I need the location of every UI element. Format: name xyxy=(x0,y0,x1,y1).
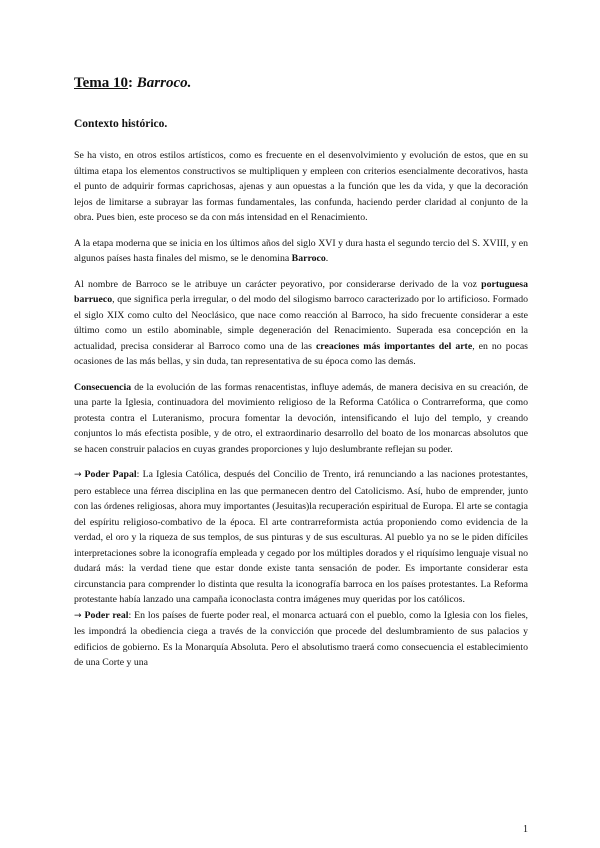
p5-text: : La Iglesia Católica, después del Concilio de Trento, irá renunciando a las naciones protestantes, pero establece una férrea disciplina en las que permanecen dentro del Catolicismo. Así, hubo de emprender, junto con las órdenes religiosas, ahora muy importantes (Jesuitas)la recuperación espiritual de Europa. El arte se contagia del espíritu religioso-combativo de la época. El arte contrarreformista actúa proponiendo como evidencia de la verdad, el oro y la riqueza de sus templos, de sus pinturas y de sus esculturas. Al pueblo ya no se le piden difíciles interpretaciones sobre la iconografía empleada y cegado por los múltiples dorados y el riquísimo lenguaje visual no dudará más: la verdad tiene que estar donde existe tanta sensación de poder. Es importante considerar esta circunstancia para comprender lo distinta que resulta la iconografía barroca en los países protestantes. La Reforma protestante había lanzado una campaña iconoclasta contra imágenes muy queridas por los católicos. xyxy=(74,469,528,605)
arrow-right-icon: → xyxy=(74,610,82,621)
page-content xyxy=(74,74,528,671)
paragraph-barroco-definition xyxy=(74,236,528,267)
p6-bold-poder-real: Poder real xyxy=(84,609,129,621)
arrow-right-icon: → xyxy=(74,470,82,480)
paragraph-poder-papal xyxy=(74,467,528,608)
p4-bold-consecuencia: Consecuencia xyxy=(74,381,132,393)
title-separator: : xyxy=(128,75,134,91)
p5-bold-poder-papal: Poder Papal xyxy=(84,469,137,480)
p6-text: : En los países de fuerte poder real, el monarca actuará con el pueblo, como la Iglesia con los fieles, les impondrá la obediencia ciega a través de la convicción que procede del deslumbramiento de sus palacios y edificios de gobierno. Es la Monarquía Absoluta. Pero el absolutismo traerá como consecuencia el establecimiento de una Corte y una xyxy=(74,609,528,668)
p3-text-middle: , que significa perla irregular, o del modo del silogismo barroco caracterizado por lo artificioso. Formado el siglo XIX como culto del Neoclásico, que nace como reacción al Barroco, ha sido frecuente considerar a este último como un estilo abominable, simple degeneración del Renacimiento. Superada esa concepción en la actualidad, precisa considerar al Barroco como una de las xyxy=(74,294,528,352)
p2-bold-term: Barroco xyxy=(291,253,326,264)
title-number: Tema 10 xyxy=(74,75,129,91)
paragraph-poder-real xyxy=(74,608,528,671)
p4-text: de la evolución de las formas renacentistas, influye además, de manera decisiva en su creación, de una parte la Iglesia, continuadora del movimiento religioso de la Reforma Católica o Contrarreforma, que como protesta contra el Luteranismo, procura fomentar la devoción, intensificando el lujo del templo, y creando conjuntos lo más efectista posible, y de otro, el extraordinario desarrollo del boato de los monarcas absolutos que se hacen construir palacios en cuyas grandes proporciones y lujo deslumbrante reflejan su poder. xyxy=(74,381,528,455)
section-heading: Contexto histórico. xyxy=(74,118,168,130)
p3-bold-portuguese: portuguesa barrueco xyxy=(74,278,528,305)
title-subtitle: Barroco. xyxy=(136,75,192,91)
p3-text-start: Al nombre de Barroco se le atribuye un carácter peyorativo, por considerarse derivado de la voz xyxy=(74,278,482,290)
page-title xyxy=(74,74,528,92)
p3-bold-creaciones: creaciones más importantes del arte xyxy=(315,340,473,352)
p2-end: . xyxy=(325,253,329,264)
paragraph-name-origin xyxy=(74,277,528,370)
p3-text-end: , en no pocas ocasiones de las más bellas, y sin duda, tan representativa de su época como las demás. xyxy=(74,340,528,367)
p2-text: A la etapa moderna que se inicia en los últimos años del siglo XVI y dura hasta el segundo tercio del S. XVIII, y en algunos países hasta finales del mismo, se le denomina xyxy=(74,237,528,264)
paragraph-intro: Se ha visto, en otros estilos artísticos, como es frecuente en el desenvolvimiento y evolución de estos, que en su última etapa los elementos constructivos se multipliquen y empleen con criterios esencialmente decorativos, hasta el punto de adquirir formas caprichosas, ajenas y aun opuestas a la función que les da vida, y que la decoración lejos de limitarse a subrayar las formas fundamentales, las confunda, haciendo perder claridad al conjunto de la obra. Pues bien, este proceso se da con más intensidad en el Renacimiento. xyxy=(74,150,528,223)
paragraph-consequence xyxy=(74,380,528,458)
page-number: 1 xyxy=(523,824,528,835)
